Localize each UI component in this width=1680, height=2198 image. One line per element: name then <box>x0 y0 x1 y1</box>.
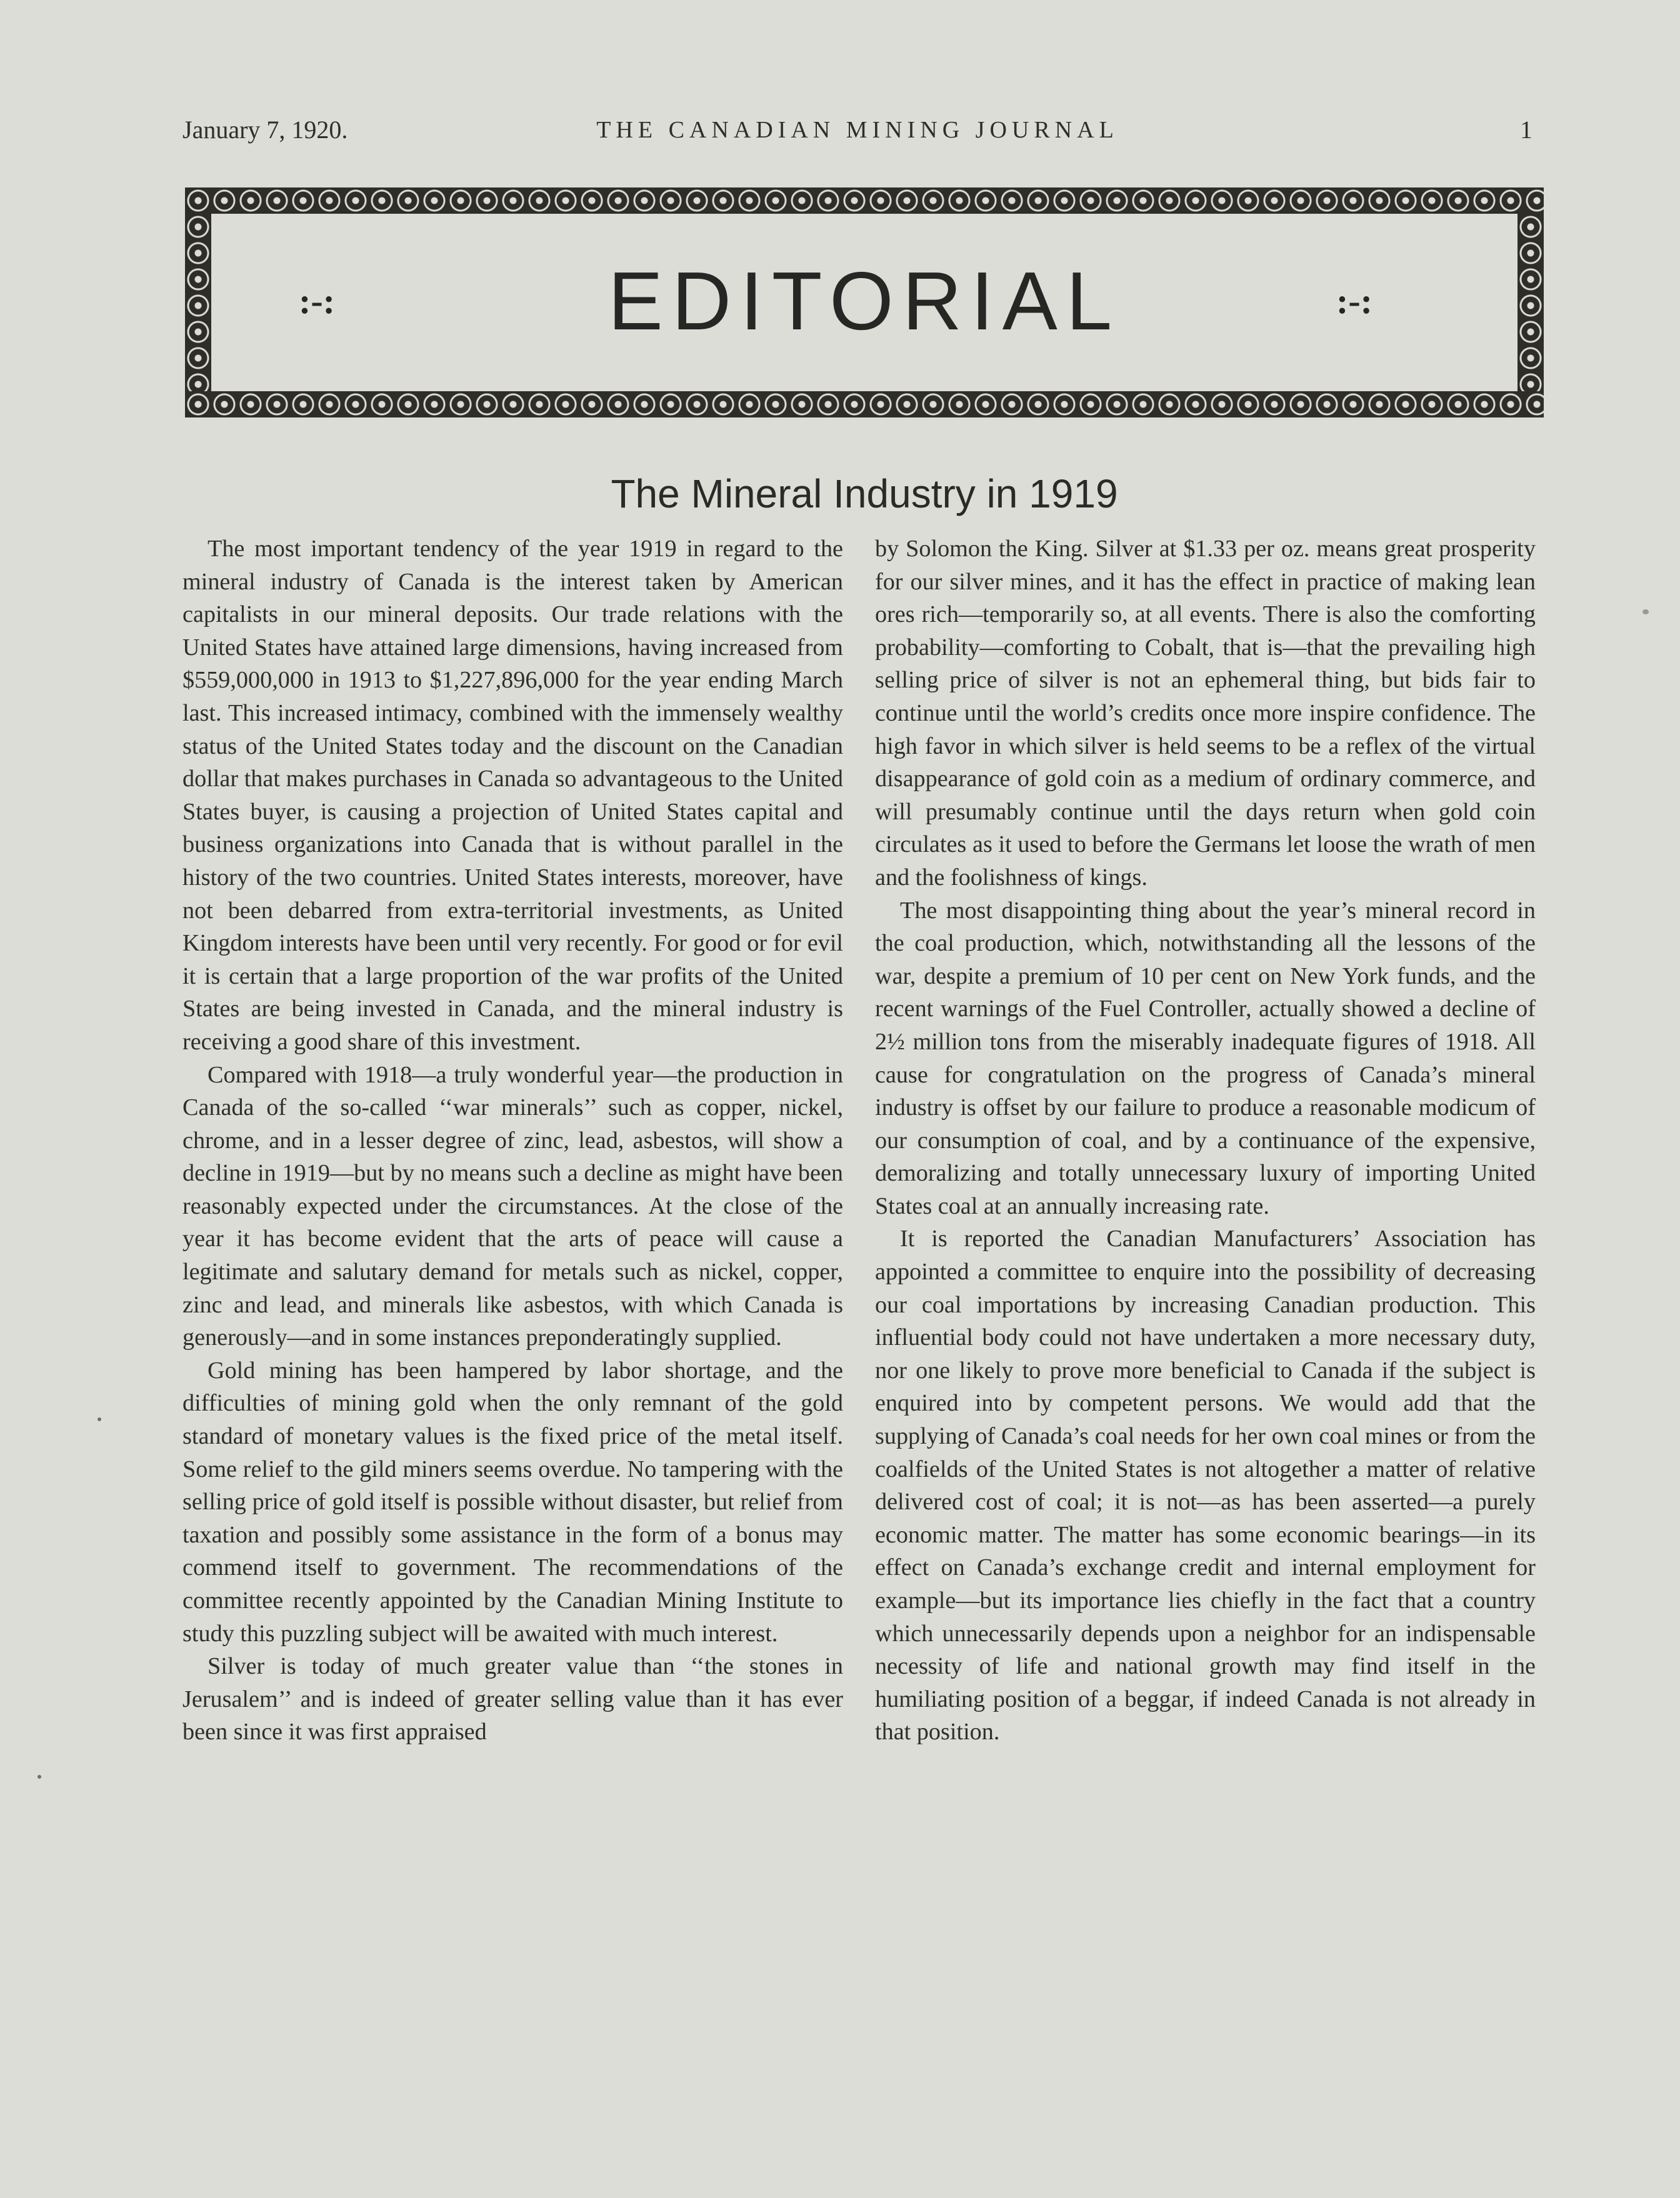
ornamental-border-top <box>185 187 1544 214</box>
paragraph: It is reported the Canadian Manufacturers’ Association has appointed a committee to enquire into the possibility of decreasing our coal importations by increasing Canadian production. This influential body could not have undertaken a more necessary duty, nor one likely to prove more beneficial to Canada if the subject is enquired into by competent persons. We would add that the supplying of Canada’s coal needs for her own coal mines or from the coalfields of the United States is not altogether a matter of relative delivered cost of coal; it is not—as has been asserted—a purely economic matter. The matter has some economic bearings—in its effect on Canada’s exchange credit and internal employment for example—but its importance lies chiefly in the fact that a country which unnecessarily depends upon a neighbor for an indispensable necessity of life and national growth may find itself in the humiliating position of a beggar, if indeed Canada is not already in that position. <box>875 1226 1536 1746</box>
paper-speck <box>1642 609 1649 614</box>
editorial-banner <box>185 187 1544 417</box>
article-title: The Mineral Industry in 1919 <box>611 471 1118 516</box>
section-title: EDITORIAL <box>608 255 1121 347</box>
issue-date: January 7, 1920. <box>182 116 348 144</box>
left-column <box>182 532 843 1749</box>
paragraph: by Solomon the King. Silver at $1.33 per oz. means great prosperity for our silver mines, and it has the effect in practice of making lean ores rich—temporarily so, at all events. There is also the comforting probability—comforting to Cobalt, that is—that the prevailing high selling price of silver is not an ephemeral thing, but bids fair to continue until the world’s credits once more inspire confidence. The high favor in which silver is held seems to be a reflex of the virtual disappearance of gold coin as a medium of ordinary commerce, and will presumably continue until the days return when gold coin circulates as it used to before the Germans let loose the wrath of men and the foolishness of kings. <box>875 536 1536 891</box>
paragraph: The most disappointing thing about the year’s mineral record in the coal production, which, notwithstanding all the lessons of the war, despite a premium of 10 per cent on New York funds, and the recent warnings of the Fuel Controller, actually showed a decline of 2½ million tons from the miserably inadequate figures of 1918. All cause for congratulation on the progress of Canada’s mineral industry is offset by our failure to produce a reasonable modicum of our consumption of coal, and by a continuance of the expensive, demoralizing and totally unnecessary luxury of importing United States coal at an annually increasing rate. <box>875 897 1536 1219</box>
paper-speck <box>38 1775 41 1779</box>
paper-speck <box>98 1417 101 1421</box>
page-number: 1 <box>1520 116 1532 144</box>
paragraph: The most important tendency of the year 1919 in regard to the mineral industry of Canada is the interest taken by American capitalists in our mineral deposits. Our trade relations with the United States have attained large dimensions, having increased from $559,000,000 in 1913 to $1,227,896,000 for the year ending March last. This increased intimacy, combined with the immensely wealthy status of the United States today and the discount on the Canadian dollar that makes purchases in Canada so advantageous to the United States buyer, is causing a projection of United States capital and business organizations into Canada that is without parallel in the history of the two countries. United States interests, moreover, have not been debarred from extra-territorial investments, as United Kingdom interests have been until very recently. For good or for evil it is certain that a large proportion of the war profits of the United States are being invested in Canada, and the mineral industry is receiving a good share of this investment. <box>182 536 843 1055</box>
ornamental-border-bottom <box>185 391 1544 417</box>
paragraph: Silver is today of much greater value than ‘‘the stones in Jerusalem’’ and is indeed of greater selling value than it has ever been since it was first appraised <box>182 1653 843 1746</box>
ornament-left: :-: <box>299 281 335 321</box>
banner-inner <box>211 214 1518 391</box>
ornamental-border-right <box>1518 214 1544 391</box>
right-column <box>875 532 1536 1749</box>
ornament-right: :-: <box>1336 281 1372 321</box>
ornamental-border-left <box>185 214 211 391</box>
journal-name: THE CANADIAN MINING JOURNAL <box>596 117 1119 143</box>
paragraph: Compared with 1918—a truly wonderful year—the production in Canada of the so-called ‘‘war minerals’’ such as copper, nickel, chrome, and in a lesser degree of zinc, lead, asbestos, will show a decline in 1919—but by no means such a decline as might have been reasonably expected under the circumstances. At the close of the year it has become evident that the arts of peace will cause a legitimate and salutary demand for metals such as nickel, copper, zinc and lead, and minerals like asbestos, with which Canada is generously—and in some instances preponderatingly supplied. <box>182 1061 843 1351</box>
paragraph: Gold mining has been hampered by labor shortage, and the difficulties of mining gold when the only remnant of the gold standard of monetary values is the fixed price of the metal itself. Some relief to the gild miners seems overdue. No tampering with the selling price of gold itself is possible without disaster, but relief from taxation and possibly some assistance in the form of a bonus may commend itself to government. The recommendations of the committee recently appointed by the Canadian Mining Institute to study this puzzling subject will be awaited with much interest. <box>182 1357 843 1647</box>
running-head <box>182 111 1532 149</box>
